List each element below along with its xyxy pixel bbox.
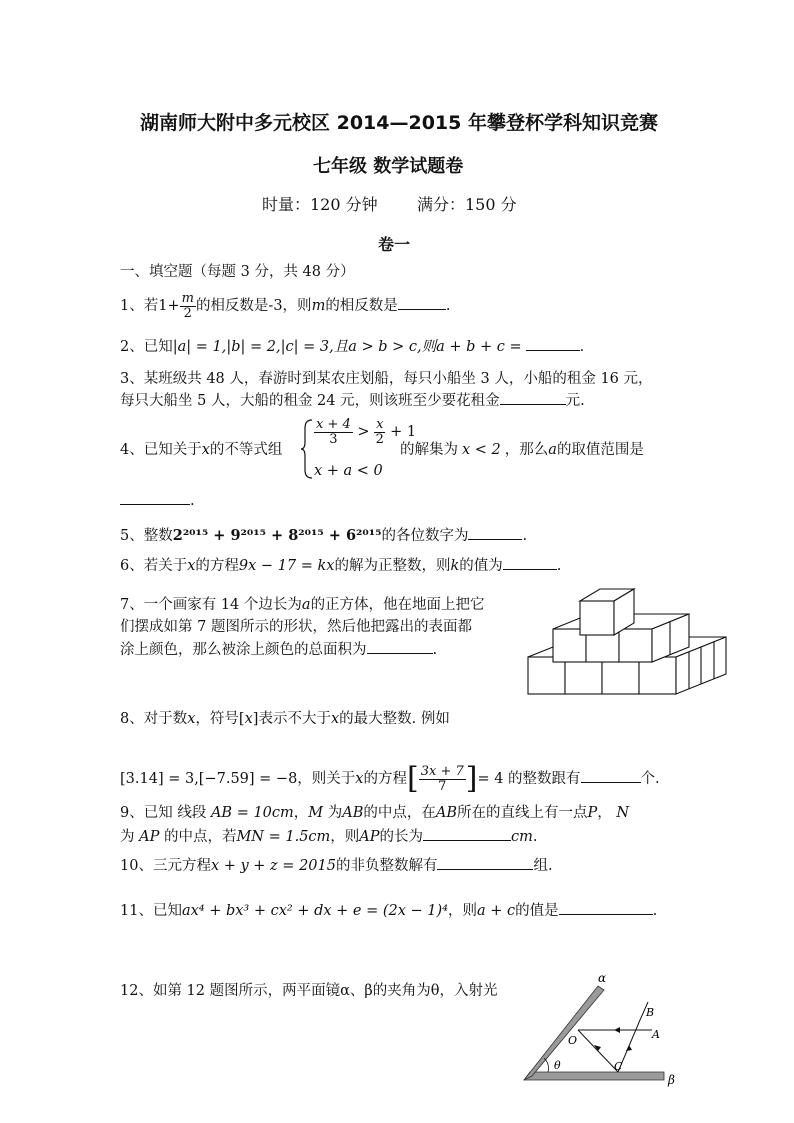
label-theta: θ [554,1059,561,1072]
exam-subtitle: 七年级 数学试题卷 [313,156,464,177]
answer-blank-2 [526,338,580,351]
question-4: 4、已知关于x的不等式组 [120,442,283,458]
answer-blank-6 [503,557,557,570]
question-11: 11、已知ax⁴ + bx³ + cx² + dx + e = (2x − 1)⁴，则a + c的值是 . [120,903,658,919]
question-7-line-1: 7、一个画家有 14 个边长为a的正方体，他在地面上把它 [120,597,485,613]
answer-blank-4 [120,492,190,505]
label-c: C [614,1060,623,1073]
time-limit: 时量：120 分钟 [262,195,378,214]
label-o: O [568,1034,578,1047]
brace-icon [300,418,314,480]
label-alpha: α [598,972,607,985]
question-7-line-2: 们摆成如第 7 题图所示的形状，然后他把露出的表面都 [120,619,472,635]
exam-title: 湖南师大附中多元校区 2014—2015 年攀登杯学科知识竞赛 [140,112,658,134]
answer-blank-5 [468,527,522,540]
section-heading: 一、填空题（每题 3 分，共 48 分） [120,264,355,280]
mirror-figure [518,972,688,1090]
question-3-line-2: 每只大船坐 5 人，大船的租金 24 元，则该班至少要花租金 元. [120,393,585,409]
label-beta: β [668,1073,675,1087]
answer-blank-9 [423,828,511,841]
question-9-line-2: 为 AP 的中点，若MN = 1.5cm，则AP的长为 cm. [120,829,538,845]
label-a: A [652,1028,660,1041]
question-1: 1、若1+ $\frac{m}{2}$ 的相反数是-3，则m的相反数是 . [120,291,451,321]
answer-blank-1 [398,297,446,310]
question-10: 10、三元方程x + y + z = 2015的非负整数解有 组. [120,858,553,874]
answer-blank-8 [581,770,641,783]
question-5: 5、整数2²⁰¹⁵ + 9²⁰¹⁵ + 8²⁰¹⁵ + 6²⁰¹⁵的各位数字为 . [120,527,528,544]
fraction-m-over-2: $\frac{m}{2}$ [181,291,194,321]
cube-pyramid-figure [526,585,728,717]
question-6: 6、若关于x的方程9x − 17 = kx的解为正整数，则k的值为 . [120,558,562,574]
question-8-line-1: 8、对于数x，符号[x]表示不大于x的最大整数. 例如 [120,711,450,727]
volume-label: 卷一 [378,235,411,254]
question-3-line-1: 3、某班级共 48 人，春游时到某农庄划船，每只小船坐 3 人，小船的租金 16 元， [120,371,653,387]
answer-blank-3 [500,392,566,405]
question-4-tail: 的解集为 x < 2 ，那么a的取值范围是 [400,442,644,458]
answer-blank-11 [559,902,653,915]
question-4-blank-line: . [120,492,195,509]
full-score: 满分：150 分 [417,195,517,214]
question-2: 2、已知|a| = 1,|b| = 2,|c| = 3,且a > b > c,则a + b + c = . [120,339,585,355]
question-9-line-1: 9、已知 线段 AB = 10cm，M 为AB的中点，在AB所在的直线上有一点P， N [120,805,630,821]
inequality-system: $\frac{x + 4}{3}$ > $\frac{x}{2}$ + 1 x + a < 0 [300,418,405,480]
label-b: B [646,1006,655,1019]
answer-blank-7 [367,641,433,654]
question-7-line-3: 涂上颜色，那么被涂上颜色的总面积为 . [120,642,438,658]
question-12: 12、如第 12 题图所示，两平面镜α、β的夹角为θ，入射光 [120,983,498,999]
question-8-line-2: [3.14] = 3,[−7.59] = −8，则关于x的方程[ $\frac{3x + 7}{7}$ ]= 4 的整数跟有 个. [120,761,660,796]
answer-blank-10 [437,857,533,870]
